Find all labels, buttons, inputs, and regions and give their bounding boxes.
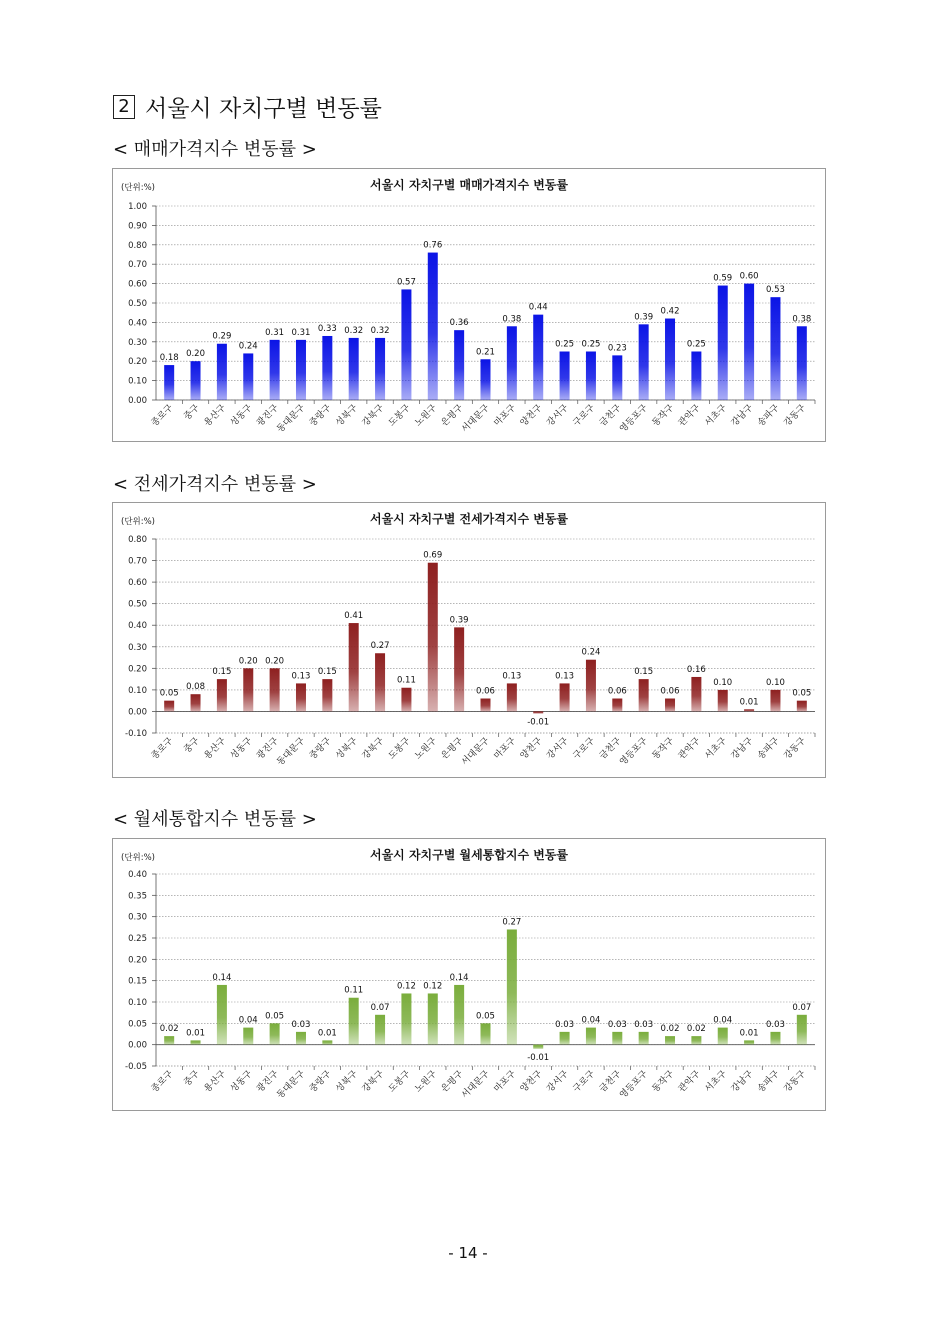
- monthly-category-label: 중랑구: [307, 1069, 334, 1095]
- jeonse-bar: [428, 563, 438, 712]
- jeonse-category-label: 송파구: [756, 736, 782, 762]
- sale-y-tick-label: 0.90: [128, 221, 147, 232]
- monthly-data-label: 0.12: [396, 981, 416, 992]
- sale-category-label: 종로구: [149, 403, 176, 429]
- sale-unit-label: (단위:%): [121, 183, 155, 193]
- monthly-bar: [560, 1032, 570, 1045]
- jeonse-category-label: 중랑구: [307, 736, 334, 762]
- monthly-y-tick-label: 0.20: [128, 955, 147, 966]
- sale-data-label: 0.38: [502, 314, 522, 325]
- sale-bar: [665, 319, 675, 400]
- jeonse-bar: [296, 683, 306, 711]
- jeonse-category-label: 광진구: [255, 736, 281, 762]
- section-heading: [113, 90, 382, 123]
- sale-category-label: 도봉구: [387, 403, 413, 429]
- monthly-category-label: 서대문구: [459, 1069, 492, 1101]
- sale-data-label: 0.32: [370, 325, 390, 336]
- sale-bar: [507, 326, 517, 400]
- monthly-bar: [507, 929, 517, 1044]
- monthly-bar: [718, 1028, 728, 1045]
- jeonse-data-label: 0.11: [396, 675, 416, 686]
- jeonse-category-label: 강서구: [545, 736, 571, 762]
- sale-bar: [164, 365, 174, 400]
- monthly-y-tick-label: 0.40: [128, 870, 147, 880]
- sale-category-label: 강남구: [729, 403, 756, 429]
- jeonse-bar: [612, 699, 622, 712]
- jeonse-y-tick-label: 0.70: [128, 556, 147, 567]
- sale-y-tick-label: 0.70: [128, 260, 147, 271]
- sale-bar: [718, 286, 728, 400]
- jeonse-chart-heading: < 전세가격지수 변동률 >: [113, 474, 317, 495]
- sale-y-tick-label: 1.00: [128, 202, 147, 212]
- sale-category-label: 영등포구: [618, 403, 650, 435]
- sale-category-label: 구로구: [571, 403, 598, 429]
- monthly-y-tick-label: 0.15: [128, 976, 147, 987]
- jeonse-category-label: 관악구: [676, 736, 703, 762]
- sale-bar: [349, 338, 359, 400]
- jeonse-y-tick-label: 0.10: [128, 685, 147, 696]
- jeonse-y-tick-label: -0.10: [125, 729, 147, 739]
- monthly-data-label: 0.27: [502, 917, 522, 928]
- monthly-data-label: 0.02: [159, 1024, 179, 1035]
- sale-bar: [191, 361, 201, 400]
- monthly-bar: [349, 998, 359, 1045]
- jeonse-data-label: 0.41: [344, 611, 364, 622]
- sale-data-label: 0.60: [739, 271, 759, 282]
- monthly-bar: [744, 1040, 754, 1044]
- section-title: 서울시 자치구별 변동률: [145, 96, 382, 122]
- monthly-bar: [533, 1045, 543, 1049]
- jeonse-category-label: 강북구: [360, 736, 387, 762]
- sale-bar: [296, 340, 306, 400]
- sale-y-tick-label: 0.00: [128, 396, 147, 406]
- sale-y-tick-label: 0.50: [128, 299, 147, 309]
- jeonse-category-label: 중구: [182, 736, 202, 756]
- jeonse-bar: [164, 701, 174, 712]
- sale-data-label: 0.31: [265, 327, 285, 338]
- jeonse-data-label: 0.39: [449, 615, 469, 626]
- sale-data-label: 0.25: [686, 339, 706, 350]
- jeonse-y-tick-label: 0.30: [128, 642, 147, 653]
- monthly-data-label: 0.05: [476, 1011, 495, 1022]
- monthly-bar: [454, 985, 464, 1045]
- sale-data-label: 0.76: [423, 240, 443, 251]
- sale-data-label: 0.23: [607, 343, 627, 354]
- sale-data-label: 0.57: [396, 277, 416, 288]
- monthly-y-tick-label: -0.05: [125, 1062, 147, 1072]
- sale-category-label: 서대문구: [459, 403, 492, 435]
- jeonse-data-label: 0.24: [581, 647, 601, 658]
- sale-category-label: 용산구: [202, 403, 229, 429]
- sale-data-label: 0.42: [660, 306, 680, 317]
- monthly-y-tick-label: 0.00: [128, 1040, 147, 1051]
- monthly-y-tick-label: 0.05: [128, 1019, 147, 1030]
- monthly-category-label: 동작구: [650, 1069, 677, 1095]
- monthly-chart-title: 서울시 자치구별 월세통합지수 변동률: [369, 848, 569, 862]
- sale-data-label: 0.32: [344, 325, 364, 336]
- jeonse-data-label: 0.08: [186, 682, 206, 693]
- monthly-data-label: 0.14: [449, 972, 469, 983]
- jeonse-category-label: 성북구: [334, 736, 360, 762]
- monthly-data-label: 0.12: [423, 981, 443, 992]
- monthly-bar: [164, 1036, 174, 1045]
- jeonse-chart: [113, 503, 825, 777]
- sale-y-tick-label: 0.80: [128, 240, 147, 251]
- jeonse-y-tick-label: 0.80: [128, 535, 147, 545]
- sale-bar: [481, 359, 491, 400]
- jeonse-bar: [217, 679, 227, 711]
- jeonse-data-label: 0.06: [476, 686, 495, 697]
- sale-bar: [639, 324, 649, 400]
- monthly-chart: [113, 839, 825, 1110]
- sale-category-label: 노원구: [413, 403, 439, 429]
- sale-bar: [401, 289, 411, 400]
- monthly-category-label: 종로구: [149, 1069, 176, 1095]
- sale-bar: [612, 355, 622, 400]
- sale-y-tick-label: 0.10: [128, 376, 147, 387]
- sale-category-label: 강동구: [782, 403, 808, 429]
- monthly-data-label: 0.01: [317, 1028, 337, 1039]
- jeonse-data-label: 0.15: [212, 667, 232, 678]
- jeonse-y-tick-label: 0.40: [128, 621, 147, 632]
- jeonse-category-label: 구로구: [571, 736, 598, 762]
- jeonse-bar: [691, 677, 701, 711]
- monthly-category-label: 동대문구: [275, 1069, 308, 1101]
- jeonse-data-label: 0.13: [502, 671, 522, 682]
- monthly-chart-heading: < 월세통합지수 변동률 >: [113, 809, 317, 830]
- sale-bar: [243, 353, 253, 400]
- sale-category-label: 성북구: [334, 403, 360, 429]
- sale-chart-heading: < 매매가격지수 변동률 >: [113, 139, 317, 160]
- jeonse-data-label: 0.20: [238, 656, 258, 667]
- monthly-data-label: 0.03: [555, 1019, 575, 1030]
- jeonse-bar: [586, 660, 596, 712]
- sale-category-label: 동작구: [650, 403, 677, 429]
- monthly-category-label: 금천구: [597, 1069, 624, 1095]
- sale-data-label: 0.31: [291, 327, 311, 338]
- monthly-bar: [770, 1032, 780, 1045]
- monthly-bar: [401, 993, 411, 1044]
- monthly-data-label: 0.04: [238, 1015, 258, 1026]
- sale-category-label: 금천구: [597, 403, 624, 429]
- sale-bar: [770, 297, 780, 400]
- jeonse-data-label: 0.20: [265, 656, 285, 667]
- sale-bar: [217, 344, 227, 400]
- jeonse-bar: [270, 668, 280, 711]
- monthly-category-label: 성북구: [334, 1069, 360, 1095]
- sale-bar: [797, 326, 807, 400]
- monthly-bar: [428, 993, 438, 1044]
- sale-data-label: 0.20: [186, 349, 206, 360]
- monthly-category-label: 송파구: [756, 1069, 782, 1095]
- monthly-bar: [797, 1015, 807, 1045]
- jeonse-data-label: 0.05: [792, 688, 812, 699]
- sale-bar: [560, 352, 570, 401]
- monthly-data-label: 0.03: [634, 1019, 654, 1030]
- jeonse-data-label: 0.05: [159, 688, 179, 699]
- monthly-category-label: 마포구: [492, 1069, 518, 1095]
- monthly-bar: [586, 1028, 596, 1045]
- monthly-category-label: 강동구: [782, 1069, 808, 1095]
- jeonse-category-label: 마포구: [492, 736, 518, 762]
- jeonse-category-label: 노원구: [413, 736, 439, 762]
- jeonse-y-tick-label: 0.60: [128, 578, 147, 589]
- sale-category-label: 양천구: [518, 403, 545, 429]
- jeonse-category-label: 영등포구: [618, 736, 650, 768]
- monthly-data-label: -0.01: [527, 1052, 550, 1063]
- sale-category-label: 서초구: [703, 403, 729, 429]
- monthly-data-label: 0.04: [581, 1015, 601, 1026]
- jeonse-bar: [507, 683, 517, 711]
- jeonse-bar: [481, 699, 491, 712]
- sale-data-label: 0.21: [476, 347, 495, 358]
- monthly-category-label: 영등포구: [618, 1069, 650, 1101]
- monthly-y-tick-label: 0.30: [128, 912, 147, 923]
- sale-data-label: 0.24: [238, 341, 258, 352]
- monthly-y-tick-label: 0.35: [128, 891, 147, 902]
- jeonse-chart-title: 서울시 자치구별 전세가격지수 변동률: [369, 512, 569, 526]
- section-number-box: 2: [113, 95, 135, 119]
- jeonse-data-label: 0.27: [370, 641, 390, 652]
- monthly-category-label: 중구: [182, 1069, 202, 1089]
- monthly-category-label: 은평구: [439, 1069, 466, 1095]
- monthly-data-label: 0.07: [792, 1002, 812, 1013]
- sale-data-label: 0.38: [792, 314, 812, 325]
- monthly-data-label: 0.03: [607, 1019, 627, 1030]
- jeonse-unit-label: (단위:%): [121, 517, 155, 527]
- jeonse-bar: [639, 679, 649, 711]
- sale-category-label: 동대문구: [275, 403, 308, 435]
- sale-bar: [270, 340, 280, 400]
- sale-category-label: 강북구: [360, 403, 387, 429]
- jeonse-data-label: 0.16: [686, 664, 706, 675]
- monthly-data-label: 0.02: [660, 1024, 680, 1035]
- sale-data-label: 0.36: [449, 318, 469, 329]
- jeonse-data-label: 0.10: [713, 677, 733, 688]
- sale-category-label: 은평구: [439, 403, 466, 429]
- monthly-data-label: 0.04: [713, 1015, 733, 1026]
- sale-bar: [744, 284, 754, 400]
- monthly-data-label: 0.02: [686, 1024, 706, 1035]
- sale-data-label: 0.53: [765, 285, 785, 296]
- jeonse-category-label: 금천구: [597, 736, 624, 762]
- jeonse-bar: [375, 653, 385, 711]
- sale-data-label: 0.44: [528, 302, 548, 313]
- sale-chart: [113, 169, 825, 441]
- page-number: - 14 -: [448, 1244, 488, 1262]
- jeonse-bar: [560, 683, 570, 711]
- sale-data-label: 0.25: [581, 339, 601, 350]
- jeonse-bar: [744, 709, 754, 711]
- sale-y-tick-label: 0.20: [128, 357, 147, 368]
- jeonse-category-label: 동대문구: [275, 736, 308, 768]
- monthly-bar: [191, 1040, 201, 1044]
- jeonse-category-label: 서대문구: [459, 736, 492, 768]
- monthly-data-label: 0.11: [344, 985, 364, 996]
- monthly-category-label: 양천구: [518, 1069, 545, 1095]
- sale-y-tick-label: 0.60: [128, 279, 147, 290]
- sale-bar: [375, 338, 385, 400]
- jeonse-y-tick-label: 0.50: [128, 599, 147, 610]
- monthly-bar: [296, 1032, 306, 1045]
- monthly-unit-label: (단위:%): [121, 853, 155, 863]
- jeonse-data-label: 0.15: [317, 667, 337, 678]
- jeonse-category-label: 종로구: [149, 736, 176, 762]
- jeonse-y-tick-label: 0.20: [128, 664, 147, 675]
- jeonse-bar: [533, 711, 543, 713]
- jeonse-data-label: 0.13: [291, 671, 311, 682]
- jeonse-bar: [770, 690, 780, 712]
- jeonse-category-label: 강동구: [782, 736, 808, 762]
- monthly-data-label: 0.05: [265, 1011, 285, 1022]
- sale-category-label: 송파구: [756, 403, 782, 429]
- jeonse-data-label: 0.69: [423, 550, 443, 561]
- jeonse-bar: [665, 699, 675, 712]
- sale-category-label: 광진구: [255, 403, 281, 429]
- monthly-category-label: 용산구: [202, 1069, 229, 1095]
- monthly-category-label: 서초구: [703, 1069, 729, 1095]
- sale-chart-panel: [112, 168, 826, 442]
- monthly-data-label: 0.01: [186, 1028, 206, 1039]
- jeonse-data-label: 0.15: [634, 667, 654, 678]
- monthly-bar: [375, 1015, 385, 1045]
- monthly-y-tick-label: 0.10: [128, 998, 147, 1008]
- monthly-bar: [217, 985, 227, 1045]
- sale-bar: [454, 330, 464, 400]
- monthly-chart-panel: [112, 838, 826, 1111]
- monthly-bar: [691, 1036, 701, 1045]
- monthly-bar: [322, 1040, 332, 1044]
- sale-bar: [428, 253, 438, 400]
- jeonse-category-label: 성동구: [228, 736, 255, 762]
- sale-data-label: 0.29: [212, 331, 232, 342]
- monthly-bar: [612, 1032, 622, 1045]
- jeonse-data-label: -0.01: [527, 717, 550, 728]
- sale-category-label: 관악구: [676, 403, 703, 429]
- jeonse-category-label: 양천구: [518, 736, 545, 762]
- monthly-bar: [665, 1036, 675, 1045]
- jeonse-bar: [797, 701, 807, 712]
- monthly-category-label: 도봉구: [387, 1069, 413, 1095]
- jeonse-data-label: 0.13: [555, 671, 575, 682]
- jeonse-bar: [349, 623, 359, 711]
- sale-data-label: 0.59: [713, 273, 733, 284]
- sale-data-label: 0.39: [634, 312, 654, 323]
- monthly-bar: [243, 1028, 253, 1045]
- jeonse-bar: [454, 627, 464, 711]
- jeonse-bar: [718, 690, 728, 712]
- jeonse-category-label: 서초구: [703, 736, 729, 762]
- sale-data-label: 0.18: [159, 353, 179, 364]
- jeonse-category-label: 도봉구: [387, 736, 413, 762]
- monthly-category-label: 광진구: [255, 1069, 281, 1095]
- monthly-data-label: 0.03: [291, 1019, 311, 1030]
- sale-bar: [586, 352, 596, 401]
- monthly-category-label: 성동구: [228, 1069, 255, 1095]
- sale-data-label: 0.25: [555, 339, 575, 350]
- jeonse-category-label: 은평구: [439, 736, 466, 762]
- sale-category-label: 중구: [182, 403, 202, 423]
- monthly-data-label: 0.14: [212, 972, 232, 983]
- sale-bar: [691, 352, 701, 401]
- jeonse-category-label: 동작구: [650, 736, 677, 762]
- sale-bar: [533, 315, 543, 400]
- monthly-category-label: 강서구: [545, 1069, 571, 1095]
- jeonse-data-label: 0.06: [607, 686, 627, 697]
- monthly-data-label: 0.07: [370, 1002, 390, 1013]
- jeonse-bar: [243, 668, 253, 711]
- jeonse-y-tick-label: 0.00: [128, 707, 147, 718]
- monthly-bar: [270, 1023, 280, 1044]
- monthly-y-tick-label: 0.25: [128, 934, 147, 944]
- jeonse-bar: [191, 694, 201, 711]
- jeonse-data-label: 0.01: [739, 697, 759, 708]
- sale-category-label: 성동구: [228, 403, 255, 429]
- sale-y-tick-label: 0.40: [128, 318, 147, 329]
- sale-chart-title: 서울시 자치구별 매매가격지수 변동률: [369, 178, 569, 192]
- monthly-data-label: 0.03: [765, 1019, 785, 1030]
- jeonse-data-label: 0.10: [765, 677, 785, 688]
- jeonse-category-label: 용산구: [202, 736, 229, 762]
- jeonse-bar: [322, 679, 332, 711]
- jeonse-category-label: 강남구: [729, 736, 756, 762]
- monthly-category-label: 구로구: [571, 1069, 598, 1095]
- jeonse-data-label: 0.06: [660, 686, 680, 697]
- sale-category-label: 마포구: [492, 403, 518, 429]
- monthly-category-label: 노원구: [413, 1069, 439, 1095]
- jeonse-bar: [401, 688, 411, 712]
- monthly-data-label: 0.01: [739, 1028, 759, 1039]
- sale-category-label: 강서구: [545, 403, 571, 429]
- sale-y-tick-label: 0.30: [128, 337, 147, 348]
- monthly-category-label: 강남구: [729, 1069, 756, 1095]
- sale-data-label: 0.33: [317, 323, 337, 334]
- monthly-category-label: 강북구: [360, 1069, 387, 1095]
- monthly-bar: [639, 1032, 649, 1045]
- monthly-bar: [481, 1023, 491, 1044]
- sale-bar: [322, 336, 332, 400]
- monthly-category-label: 관악구: [676, 1069, 703, 1095]
- jeonse-chart-panel: [112, 502, 826, 778]
- sale-category-label: 중랑구: [307, 403, 334, 429]
